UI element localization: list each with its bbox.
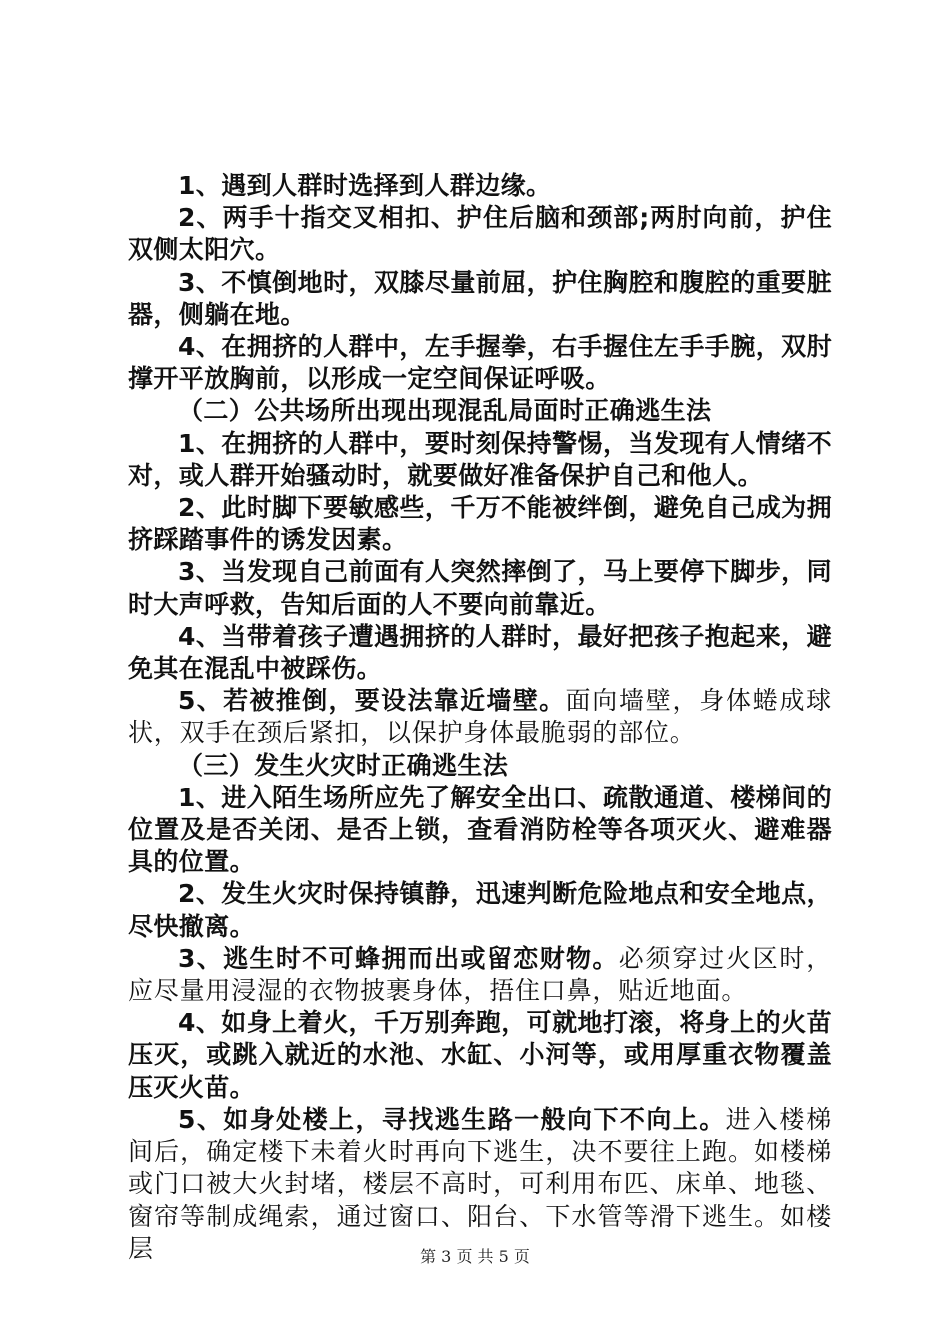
paragraph-10-light-text: 面向墙壁，身体蜷成球状，双手在颈后紧扣，以保护身体最脆弱的部位。	[128, 686, 832, 748]
paragraph-7	[128, 492, 832, 556]
paragraph-6	[128, 428, 832, 492]
section-heading-3-text: （三）发生火灾时正确逃生法	[178, 750, 509, 780]
paragraph-3	[128, 267, 832, 331]
paragraph-1	[128, 170, 832, 202]
paragraph-2-text: 2、两手十指交叉相扣、护住后脑和颈部;两肘向前，护住双侧太阳穴。	[128, 203, 832, 265]
paragraph-15	[128, 1007, 832, 1104]
section-heading-2	[128, 395, 832, 427]
paragraph-10-text: 5、若被推倒，要设法靠近墙壁。	[178, 686, 566, 716]
paragraph-16-text: 5、如身处楼上，寻找逃生路一般向下不向上。	[178, 1104, 726, 1134]
section-heading-3	[128, 750, 832, 782]
section-heading-2-text: （二）公共场所出现出现混乱局面时正确逃生法	[178, 396, 712, 426]
paragraph-6-text: 1、在拥挤的人群中，要时刻保持警惕，当发现有人情绪不对，或人群开始骚动时，就要做好准备保护自己和他人。	[128, 428, 832, 490]
paragraph-12	[128, 782, 832, 879]
paragraph-13-text: 2、发生火灾时保持镇静，迅速判断危险地点和安全地点，尽快撤离。	[128, 879, 832, 941]
paragraph-4	[128, 331, 832, 395]
paragraph-3-text: 3、不慎倒地时，双膝尽量前屈，护住胸腔和腹腔的重要脏器，侧躺在地。	[128, 267, 832, 329]
paragraph-14	[128, 943, 832, 1007]
paragraph-14-light-text: 必须穿过火区时，应尽量用浸湿的衣物披裹身体，捂住口鼻，贴近地面。	[128, 943, 832, 1006]
paragraph-7-text: 2、此时脚下要敏感些，千万不能被绊倒，避免自己成为拥挤踩踏事件的诱发因素。	[128, 493, 832, 555]
paragraph-12-text: 1、进入陌生场所应先了解安全出口、疏散通道、楼梯间的位置及是否关闭、是否上锁，查看消防栓等各项灭火、避难器具的位置。	[128, 782, 832, 877]
paragraph-9	[128, 621, 832, 685]
paragraph-13	[128, 878, 832, 942]
paragraph-15-text: 4、如身上着火，千万别奔跑，可就地打滚，将身上的火苗压灭，或跳入就近的水池、水缸、小河等，或用厚重衣物覆盖压灭火苗。	[128, 1008, 832, 1102]
paragraph-14-text: 3、逃生时不可蜂拥而出或留恋财物。	[178, 943, 619, 973]
document-body	[128, 170, 832, 1265]
paragraph-4-text: 4、在拥挤的人群中，左手握拳，右手握住左手手腕，双肘撑开平放胸前，以形成一定空间保证呼吸。	[128, 332, 832, 394]
page-number-label: 第 3 页 共 5 页	[420, 1247, 530, 1266]
paragraph-2	[128, 202, 832, 266]
page-footer	[0, 1244, 950, 1267]
paragraph-16	[128, 1104, 832, 1265]
paragraph-8-text: 3、当发现自己前面有人突然摔倒了，马上要停下脚步，同时大声呼救，告知后面的人不要向前靠近。	[128, 557, 832, 619]
paragraph-8	[128, 556, 832, 620]
paragraph-1-text: 1、遇到人群时选择到人群边缘。	[178, 171, 552, 200]
paragraph-10	[128, 685, 832, 749]
paragraph-9-text: 4、当带着孩子遭遇拥挤的人群时，最好把孩子抱起来，避免其在混乱中被踩伤。	[128, 621, 832, 684]
paragraph-16-light-text: 进入楼梯间后，确定楼下未着火时再向下逃生，决不要往上跑。如楼梯或门口被大火封堵，楼层不高时，可利用布匹、床单、地毯、窗帘等制成绳索，通过窗口、阳台、下水管等滑下逃生。如楼层	[128, 1104, 832, 1263]
